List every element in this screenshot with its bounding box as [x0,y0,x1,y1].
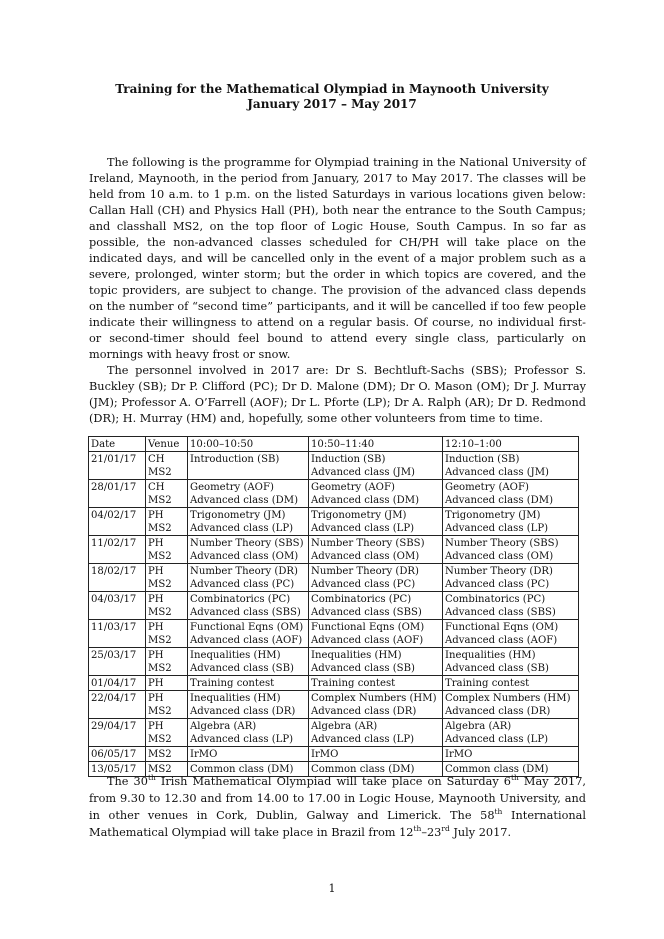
cell-slot-3-line: Functional Eqns (OM) [445,622,559,633]
footer-sup-2: th [510,773,519,783]
cell-slot-1-line: Inequalities (HM) [190,650,281,661]
schedule-row [89,592,579,620]
cell-date [89,536,146,564]
cell-date-line: 06/05/17 [91,749,137,760]
title-line-2: January 2017 – May 2017 [247,97,417,111]
cell-slot-2 [309,592,443,620]
title-line-1: Training for the Mathematical Olympiad in Maynooth University [115,82,549,96]
cell-venue-line: PH [148,566,164,577]
cell-slot-2-line: Advanced class (SB) [311,663,415,674]
cell-venue [146,747,188,762]
footer-text-5: –23 [421,826,442,839]
cell-venue-line: MS2 [148,551,172,562]
cell-date-line: 11/02/17 [91,538,137,549]
cell-date-line: 21/01/17 [91,454,137,465]
schedule-row [89,480,579,508]
cell-venue-line: CH [148,482,165,493]
cell-slot-3-line: Training contest [445,678,530,689]
footer-sup-4: th [413,824,422,834]
cell-slot-1-line: Number Theory (DR) [190,566,298,577]
cell-slot-3 [443,648,579,676]
cell-slot-2 [309,747,443,762]
cell-slot-3 [443,676,579,691]
cell-slot-3-line: Advanced class (AOF) [445,635,558,646]
cell-venue [146,592,188,620]
cell-slot-3 [443,536,579,564]
cell-slot-1 [188,592,309,620]
cell-slot-2-line: Number Theory (SBS) [311,538,425,549]
cell-slot-2 [309,508,443,536]
cell-venue-line: PH [148,650,164,661]
cell-slot-3-line: Number Theory (DR) [445,566,553,577]
cell-slot-3-line: Advanced class (LP) [445,523,549,534]
cell-slot-1 [188,508,309,536]
cell-venue-line: PH [148,721,164,732]
cell-venue-line: MS2 [148,734,172,745]
schedule-row [89,676,579,691]
cell-slot-2 [309,719,443,747]
cell-slot-3 [443,508,579,536]
cell-slot-1-line: Common class (DM) [190,764,294,775]
cell-venue-line: MS2 [148,635,172,646]
cell-slot-1-line: Number Theory (SBS) [190,538,304,549]
cell-venue-line: MS2 [148,706,172,717]
intro-paragraph-programme: The following is the programme for Olympiad training in the National University of Ireland, Maynooth, in the period from January, 2017 to May 2017. The classes will be held from 10 a.m. to 1 p.m. on the listed Saturdays in various locations given below: Callan Hall (CH) and Physics Hall (PH), both near the entrance to the South Campus; and classhall MS2, on the top floor of Logic House, South Campus. In so far as possible, the non-advanced classes scheduled for CH/PH will take place on the indicated days, and will be cancelled only in the event of a major problem such as a severe, prolonged, winter storm; but the order in which topics are covered, and the topic providers, are subject to change. The provision of the advanced class depends on the number of “second time” participants, and it will be cancelled if too few people indicate their willingness to attend on a regular basis. Of course, no individual first- or second-timer should feel bound to attend every single class, particularly on mornings with heavy frost or snow. [89,156,586,361]
cell-slot-1-line: IrMO [190,749,218,760]
cell-venue-line: MS2 [148,607,172,618]
cell-venue-line: MS2 [148,495,172,506]
cell-venue [146,620,188,648]
cell-slot-2-line: Advanced class (LP) [311,734,415,745]
header-date: Date [89,437,146,452]
cell-slot-1 [188,452,309,480]
footer-text-3: May 2017, from 9.30 to 12.30 and from 14.00 to 17.00 in Logic House, Maynooth University, and in other venues in Cork, Dublin, Galway and Limerick. The 58 [89,775,586,822]
cell-slot-1 [188,480,309,508]
cell-slot-1 [188,620,309,648]
cell-slot-3 [443,620,579,648]
header-slot-1: 10:00–10:50 [188,437,309,452]
cell-slot-2-line: Trigonometry (JM) [311,510,407,521]
cell-slot-2-line: Advanced class (LP) [311,523,415,534]
cell-slot-3-line: Trigonometry (JM) [445,510,541,521]
cell-venue-line: PH [148,693,164,704]
footer-sup-5: rd [441,824,450,834]
cell-slot-3 [443,691,579,719]
cell-slot-1 [188,719,309,747]
cell-slot-2-line: Training contest [311,678,396,689]
schedule-row [89,648,579,676]
schedule-row [89,691,579,719]
cell-date [89,648,146,676]
cell-venue-line: PH [148,622,164,633]
cell-slot-2 [309,691,443,719]
footer-text-6: July 2017. [449,826,512,839]
cell-venue-line: MS2 [148,467,172,478]
intro-paragraph-personnel: The personnel involved in 2017 are: Dr S. Bechtluft-Sachs (SBS); Professor S. Buckley (SB); Dr P. Clifford (PC); Dr D. Malone (DM); Dr O. Mason (OM); Dr J. Murray (JM); Professor A. O’Farrell (AOF); Dr L. Pforte (LP); Dr A. Ralph (AR); Dr D. Redmond (DR); H. Murray (HM) and, hopefully, some other volunteers from time to time. [89,364,586,425]
cell-slot-2-line: Algebra (AR) [311,721,378,732]
cell-slot-2 [309,564,443,592]
cell-slot-2-line: Advanced class (JM) [311,467,415,478]
cell-slot-3-line: Advanced class (OM) [445,551,554,562]
cell-slot-1 [188,676,309,691]
cell-venue-line: MS2 [148,663,172,674]
cell-slot-1 [188,747,309,762]
cell-venue-line: PH [148,678,164,689]
cell-date-line: 29/04/17 [91,721,137,732]
cell-slot-1-line: Functional Eqns (OM) [190,622,304,633]
cell-date-line: 11/03/17 [91,622,137,633]
cell-slot-1 [188,691,309,719]
cell-date [89,747,146,762]
cell-slot-3-line: Advanced class (PC) [445,579,550,590]
cell-slot-2 [309,536,443,564]
cell-date-line: 04/02/17 [91,510,137,521]
cell-venue [146,719,188,747]
cell-venue-line: PH [148,538,164,549]
document-title [0,82,664,112]
footer-paragraph [89,773,586,841]
cell-slot-3-line: Inequalities (HM) [445,650,536,661]
cell-slot-3-line: Advanced class (LP) [445,734,549,745]
cell-date-line: 01/04/17 [91,678,137,689]
cell-slot-2 [309,620,443,648]
cell-slot-1 [188,536,309,564]
footer-text-1: The 30 [107,775,148,788]
cell-slot-1-line: Advanced class (DM) [190,495,299,506]
footer-text-2: Irish Mathematical Olympiad will take place on Saturday 6 [155,775,511,788]
cell-slot-3-line: Advanced class (DR) [445,706,551,717]
intro-section [89,155,586,427]
cell-venue-line: CH [148,454,165,465]
cell-date [89,691,146,719]
footer-text-4: International Mathematical Olympiad will take place in Brazil from 12 [89,809,586,839]
cell-date [89,564,146,592]
cell-slot-2-line: Functional Eqns (OM) [311,622,425,633]
cell-date-line: 04/03/17 [91,594,137,605]
cell-slot-1-line: Introduction (SB) [190,454,280,465]
cell-slot-3-line: Number Theory (SBS) [445,538,559,549]
cell-venue [146,564,188,592]
cell-slot-1-line: Geometry (AOF) [190,482,274,493]
cell-slot-1-line: Inequalities (HM) [190,693,281,704]
cell-date [89,592,146,620]
cell-slot-1 [188,648,309,676]
cell-venue [146,480,188,508]
cell-date-line: 13/05/17 [91,764,137,775]
cell-slot-1-line: Combinatorics (PC) [190,594,291,605]
footer-sup-1: th [147,773,156,783]
cell-slot-1-line: Advanced class (OM) [190,551,299,562]
cell-date-line: 18/02/17 [91,566,137,577]
cell-date-line: 28/01/17 [91,482,137,493]
cell-slot-3-line: Advanced class (DM) [445,495,554,506]
cell-venue [146,676,188,691]
cell-venue-line: PH [148,510,164,521]
cell-venue [146,691,188,719]
cell-slot-1-line: Advanced class (DR) [190,706,296,717]
cell-slot-2-line: Advanced class (AOF) [311,635,424,646]
cell-venue-line: MS2 [148,749,172,760]
schedule-header-row [89,437,579,452]
schedule-row [89,620,579,648]
cell-slot-1-line: Advanced class (SBS) [190,607,301,618]
cell-date [89,676,146,691]
cell-slot-2-line: Combinatorics (PC) [311,594,412,605]
cell-slot-2 [309,480,443,508]
cell-slot-2 [309,648,443,676]
cell-slot-2-line: Advanced class (DM) [311,495,420,506]
cell-slot-1-line: Advanced class (PC) [190,579,295,590]
schedule-row [89,452,579,480]
schedule-body [89,452,579,777]
cell-venue-line: MS2 [148,764,172,775]
cell-venue [146,508,188,536]
cell-slot-2-line: Inequalities (HM) [311,650,402,661]
cell-slot-3-line: Combinatorics (PC) [445,594,546,605]
cell-venue [146,648,188,676]
cell-date-line: 25/03/17 [91,650,137,661]
cell-slot-3 [443,592,579,620]
cell-slot-2-line: IrMO [311,749,339,760]
schedule-row [89,747,579,762]
cell-date [89,719,146,747]
cell-slot-2-line: Geometry (AOF) [311,482,395,493]
cell-slot-1-line: Advanced class (SB) [190,663,294,674]
cell-slot-2-line: Induction (SB) [311,454,386,465]
cell-slot-2 [309,452,443,480]
header-slot-2: 10:50–11:40 [309,437,443,452]
cell-venue-line: MS2 [148,523,172,534]
cell-slot-2-line: Number Theory (DR) [311,566,419,577]
cell-slot-3-line: Common class (DM) [445,764,549,775]
schedule-row [89,508,579,536]
cell-venue [146,452,188,480]
cell-slot-3 [443,719,579,747]
cell-slot-1-line: Advanced class (AOF) [190,635,303,646]
cell-slot-3-line: Complex Numbers (HM) [445,693,571,704]
cell-slot-2 [309,676,443,691]
schedule-row [89,564,579,592]
schedule-row [89,536,579,564]
cell-venue-line: PH [148,594,164,605]
cell-slot-3-line: Geometry (AOF) [445,482,529,493]
cell-slot-3-line: Algebra (AR) [445,721,512,732]
cell-slot-1-line: Training contest [190,678,275,689]
cell-slot-1-line: Advanced class (LP) [190,523,294,534]
cell-slot-3 [443,452,579,480]
footer-sup-3: th [494,807,503,817]
schedule-row [89,719,579,747]
cell-slot-1-line: Algebra (AR) [190,721,257,732]
cell-slot-3-line: Advanced class (JM) [445,467,549,478]
cell-slot-2-line: Complex Numbers (HM) [311,693,437,704]
cell-slot-2-line: Advanced class (OM) [311,551,420,562]
cell-slot-2-line: Advanced class (DR) [311,706,417,717]
page-number: 1 [328,882,336,895]
cell-slot-1 [188,564,309,592]
cell-venue-line: MS2 [148,579,172,590]
cell-slot-2-line: Advanced class (PC) [311,579,416,590]
cell-slot-2-line: Advanced class (SBS) [311,607,422,618]
cell-date [89,480,146,508]
cell-slot-3-line: Induction (SB) [445,454,520,465]
cell-venue [146,536,188,564]
cell-slot-1-line: Advanced class (LP) [190,734,294,745]
cell-date [89,508,146,536]
cell-slot-3-line: Advanced class (SBS) [445,607,556,618]
cell-date [89,452,146,480]
cell-date-line: 22/04/17 [91,693,137,704]
cell-slot-3 [443,480,579,508]
header-slot-3: 12:10–1:00 [443,437,579,452]
cell-date [89,620,146,648]
cell-slot-2-line: Common class (DM) [311,764,415,775]
header-venue: Venue [146,437,188,452]
cell-slot-3 [443,564,579,592]
cell-slot-3-line: Advanced class (SB) [445,663,549,674]
cell-slot-3-line: IrMO [445,749,473,760]
cell-slot-3 [443,747,579,762]
cell-slot-1-line: Trigonometry (JM) [190,510,286,521]
schedule-table [88,436,579,777]
